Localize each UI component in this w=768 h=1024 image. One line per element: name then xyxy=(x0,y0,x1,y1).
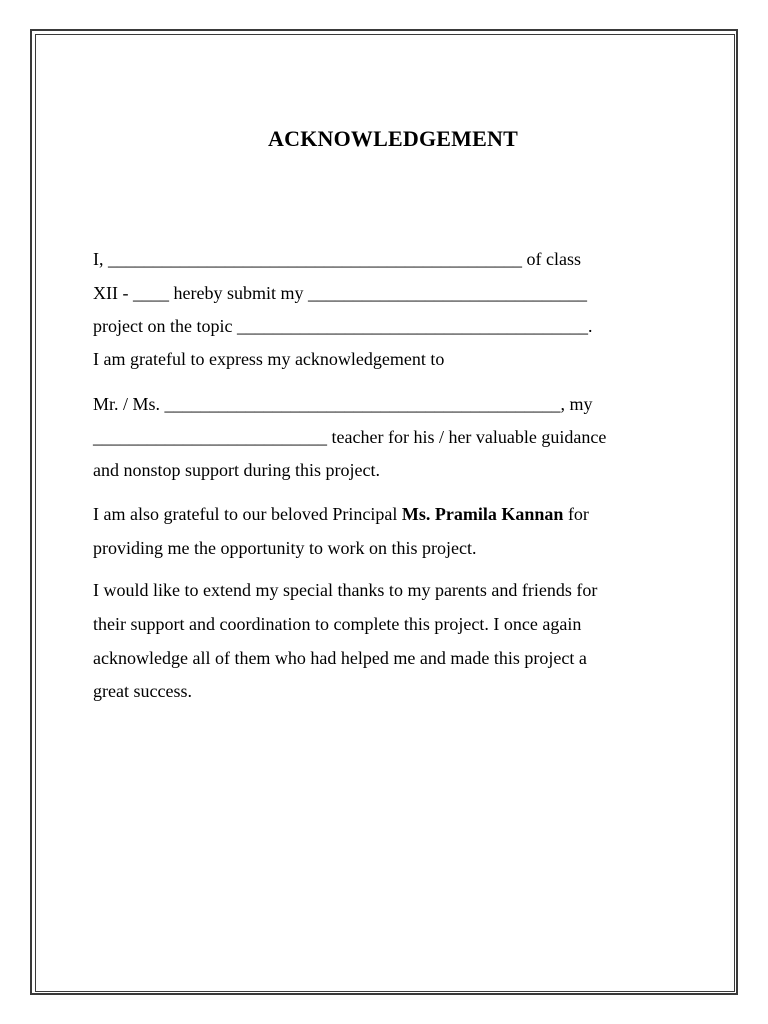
text-line-class: XII - ____ hereby submit my _______________________________ xyxy=(93,283,587,303)
text-line-support: and nonstop support during this project. xyxy=(93,460,380,480)
text-line-coordination: their support and coordination to complete this project. I once again xyxy=(93,614,582,634)
text-line-teacher-subject: __________________________ teacher for his / her valuable guidance xyxy=(93,427,607,447)
text-line-success: great success. xyxy=(93,681,192,701)
principal-text-after: for xyxy=(563,504,589,524)
document-title: ACKNOWLEDGEMENT xyxy=(268,126,518,151)
text-line-name: I, ______________________________________________ of class xyxy=(93,249,581,269)
text-line-grateful: I am grateful to express my acknowledgement to xyxy=(93,349,445,369)
principal-name: Ms. Pramila Kannan xyxy=(401,504,564,524)
text-line-thanks: I would like to extend my special thanks to my parents and friends for xyxy=(93,580,598,600)
text-line-principal xyxy=(93,503,589,525)
text-line-teacher-name: Mr. / Ms. ____________________________________________, my xyxy=(93,394,593,414)
text-line-opportunity: providing me the opportunity to work on this project. xyxy=(93,538,477,558)
principal-text-before: I am also grateful to our beloved Principal xyxy=(93,504,402,524)
text-line-topic: project on the topic _______________________________________. xyxy=(93,316,593,336)
text-line-acknowledge: acknowledge all of them who had helped me and made this project a xyxy=(93,648,587,668)
